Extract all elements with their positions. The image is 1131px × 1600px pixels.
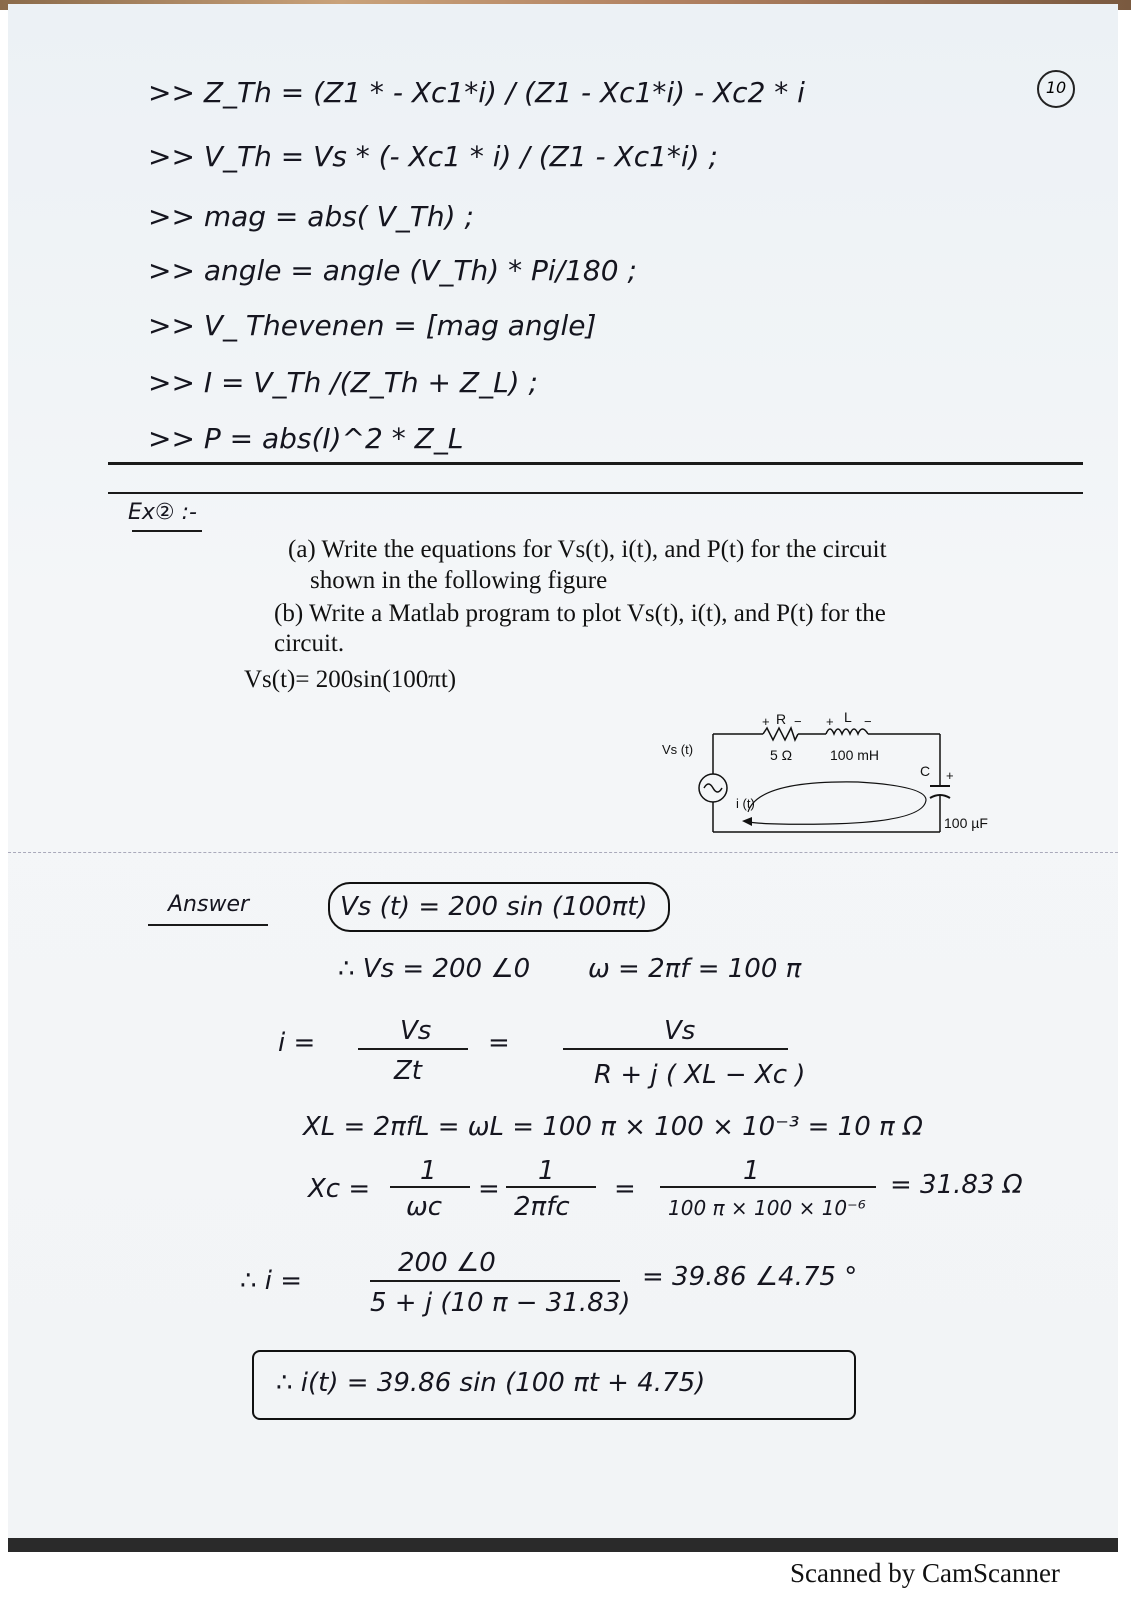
code-line-vth: >> V_Th = Vs * (- Xc1 * i) / (Z1 - Xc1*i) ;: [148, 140, 718, 173]
xc-frac3-num: 1: [743, 1156, 760, 1186]
xc-frac1-num: 1: [420, 1156, 437, 1186]
answer-label: Answer: [168, 892, 250, 917]
xc-frac1-den: ωc: [406, 1192, 443, 1222]
divider-line-bottom: [108, 492, 1083, 494]
xc-frac2-num: 1: [538, 1156, 555, 1186]
inductor-minus: −: [864, 714, 872, 729]
rlc-circuit-diagram: [658, 704, 1018, 844]
capacitor-value: 100 µF: [944, 815, 988, 831]
code-line-angle: >> angle = angle (V_Th) * Pi/180 ;: [148, 254, 637, 287]
xc-frac3-bar: [660, 1186, 876, 1188]
resistor-value: 5 Ω: [770, 747, 793, 763]
xc-equals-1: =: [478, 1174, 500, 1204]
resistor-plus: +: [762, 714, 770, 729]
problem-part-a: (a) Write the equations for Vs(t), i(t), and P(t) for the circuit: [288, 536, 887, 563]
example-underline: [132, 530, 202, 532]
current-frac2-den: R + j ( XL − Xc ): [594, 1060, 806, 1090]
current-lhs: i =: [278, 1028, 316, 1058]
current-phasor-den: 5 + j (10 π − 31.83): [370, 1288, 631, 1318]
xc-equals-2: =: [614, 1174, 636, 1204]
inductor-value: 100 mH: [830, 747, 880, 763]
inductor-symbol: [826, 729, 868, 734]
final-current-equation: ∴ i(t) = 39.86 sin (100 πt + 4.75): [276, 1368, 706, 1398]
current-frac2-bar: [563, 1048, 788, 1050]
faint-separator: [8, 852, 1118, 853]
code-line-current: >> I = V_Th /(Z_Th + Z_L) ;: [148, 366, 538, 399]
answer-line-phasor: ∴ Vs = 200 ∠0: [338, 954, 531, 984]
current-frac1-den: Zt: [394, 1056, 423, 1086]
current-frac2-num: Vs: [664, 1016, 696, 1046]
answer-line-omega: ω = 2πf = 100 π: [588, 954, 802, 984]
resistor-label: R: [776, 711, 787, 727]
capacitor-label: C: [920, 763, 931, 779]
current-frac1-bar: [358, 1048, 468, 1050]
example-label: Ex② :-: [128, 500, 197, 525]
xc-frac1-bar: [390, 1186, 470, 1188]
xc-frac3-den: 100 π × 100 × 10⁻⁶: [668, 1196, 866, 1220]
resistor-minus: −: [794, 714, 802, 729]
current-phasor-result: = 39.86 ∠4.75 °: [642, 1262, 858, 1292]
code-line-vthevenen: >> V_ Thevenen = [mag angle]: [148, 309, 597, 342]
current-frac1-num: Vs: [400, 1016, 432, 1046]
source-equation: Vs(t)= 200sin(100πt): [244, 666, 457, 693]
source-label: Vs (t): [662, 742, 694, 757]
code-line-mag: >> mag = abs( V_Th) ;: [148, 200, 474, 233]
resistor-symbol: [763, 728, 798, 740]
inductor-plus: +: [826, 714, 834, 729]
inductor-label: L: [844, 709, 852, 725]
current-loop-arrow: [748, 782, 926, 824]
xc-frac2-den: 2πfc: [514, 1192, 570, 1222]
xl-line: XL = 2πfL = ωL = 100 π × 100 × 10⁻³ = 10 π Ω: [303, 1112, 923, 1142]
answer-underline: [148, 924, 268, 926]
current-label: i (t): [736, 796, 755, 811]
current-equals: =: [488, 1028, 510, 1058]
camscanner-watermark: Scanned by CamScanner: [790, 1558, 1060, 1588]
xc-frac2-bar: [506, 1186, 596, 1188]
current-phasor-num: 200 ∠0: [398, 1248, 496, 1278]
code-line-zth: >> Z_Th = (Z1 * - Xc1*i) / (Z1 - Xc1*i) - Xc2 * i: [148, 76, 805, 109]
scanned-page: [8, 4, 1118, 1552]
current-phasor-lhs: ∴ i =: [240, 1266, 303, 1296]
problem-part-b-cont: circuit.: [274, 630, 345, 657]
xc-lhs: Xc =: [308, 1174, 371, 1204]
xc-result: = 31.83 Ω: [890, 1170, 1023, 1200]
capacitor-plus: +: [946, 768, 954, 783]
answer-line-vs: Vs (t) = 200 sin (100πt): [340, 892, 648, 922]
code-line-power: >> P = abs(I)^2 * Z_L: [148, 422, 464, 455]
divider-line-top: [108, 462, 1083, 465]
page-number: 10: [1037, 70, 1075, 108]
problem-part-a-cont: shown in the following figure: [310, 567, 608, 594]
current-phasor-bar: [370, 1280, 620, 1282]
problem-part-b: (b) Write a Matlab program to plot Vs(t), i(t), and P(t) for the: [274, 600, 886, 627]
